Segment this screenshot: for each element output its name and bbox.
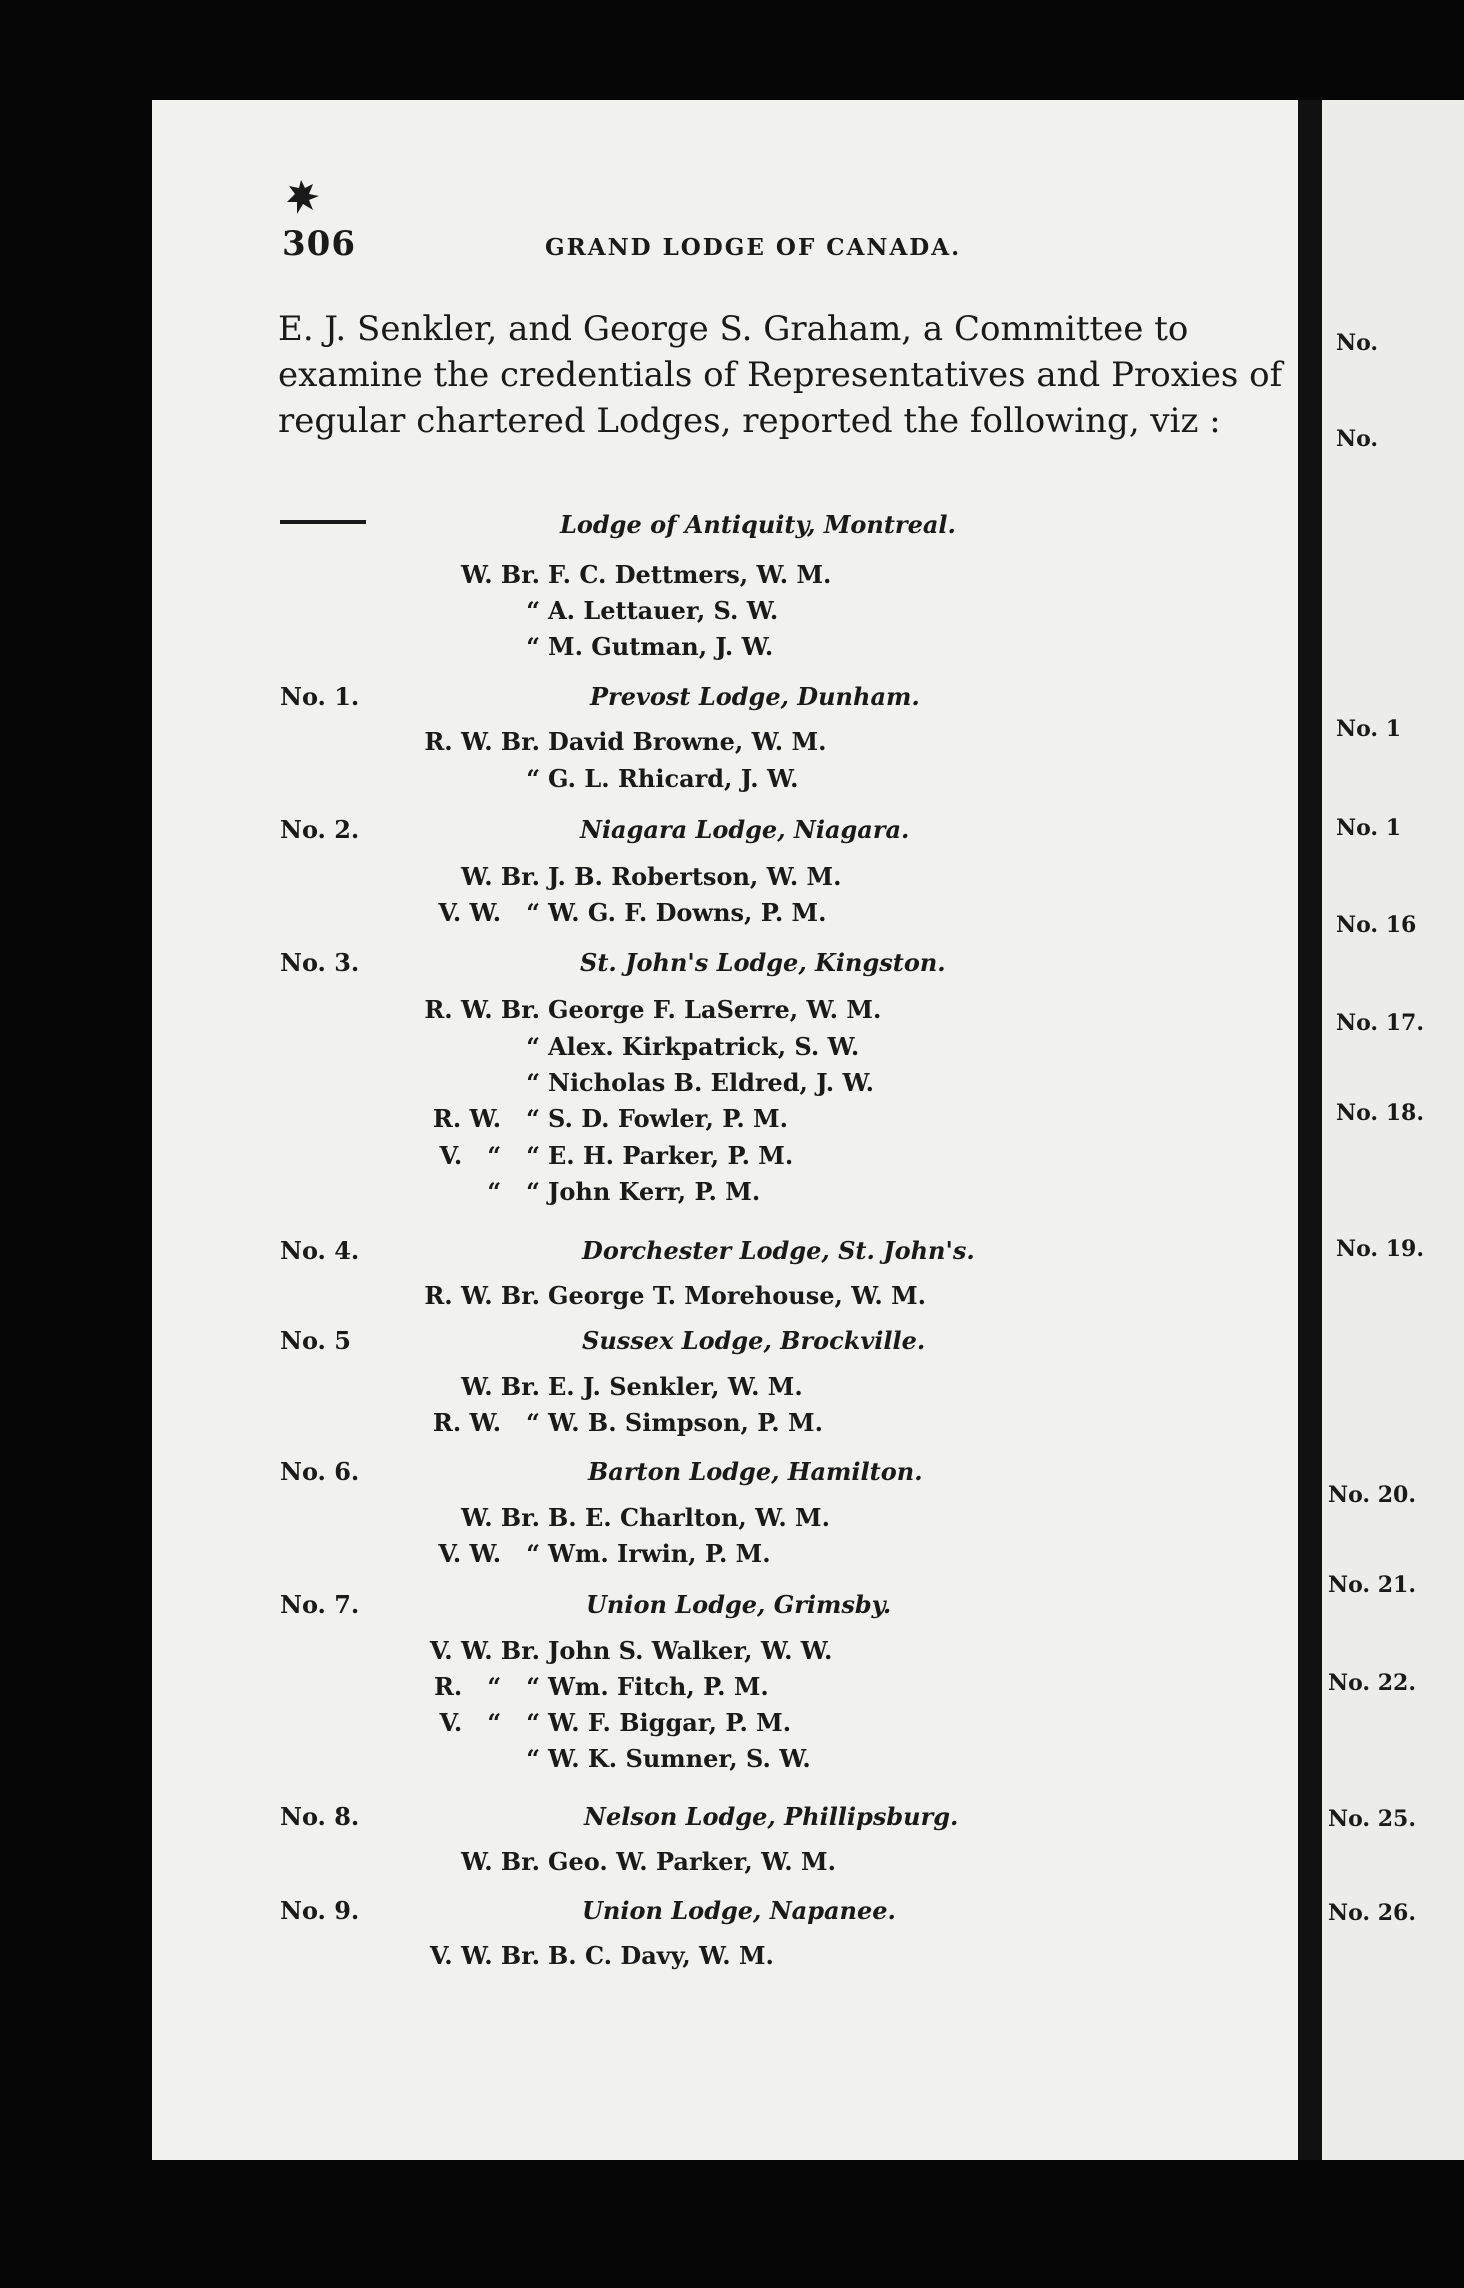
officer-rank: W. Br.: [460, 862, 540, 891]
officer-name: B. C. Davy, W. M.: [548, 1941, 774, 1970]
officer-name: B. E. Charlton, W. M.: [548, 1503, 830, 1532]
officer-rank: W. Br.: [460, 1847, 540, 1876]
printer-ornament-icon: [283, 178, 323, 222]
facing-page-label: No.: [1336, 330, 1379, 356]
officer-rank: “: [526, 632, 540, 661]
officer-name: John Kerr, P. M.: [548, 1177, 761, 1206]
officer-rank: V. W. “: [438, 898, 540, 927]
intro-line-3: regular chartered Lodges, reported the following, viz :: [278, 401, 1221, 441]
officer-rank: V. W. Br.: [429, 1941, 540, 1970]
facing-page-label: No. 1: [1336, 815, 1402, 841]
officer-rank: R. W. Br.: [424, 1281, 540, 1310]
intro-line-2: examine the credentials of Representatives and Proxies of: [278, 355, 1283, 395]
officer-rank: “: [526, 1744, 540, 1773]
officer-rank: W. Br.: [460, 560, 540, 589]
officer-rank: V. “ “: [439, 1708, 540, 1737]
facing-page-label: No. 1: [1336, 716, 1402, 742]
officer-name: E. J. Senkler, W. M.: [548, 1372, 803, 1401]
book-gutter: [1298, 100, 1322, 2160]
officer-rank: R. W. “: [432, 1104, 540, 1133]
page-number: 306: [282, 224, 356, 264]
officer-rank: V. W. “: [438, 1539, 540, 1568]
officer-name: Geo. W. Parker, W. M.: [548, 1847, 836, 1876]
facing-page-label: No.: [1336, 426, 1379, 452]
section-rule: [280, 520, 366, 524]
officer-rank: R. W. Br.: [424, 995, 540, 1024]
officer-rank: R. “ “: [433, 1672, 540, 1701]
lodge-number: No. 9.: [280, 1896, 360, 1925]
lodge-name: Lodge of Antiquity, Montreal.: [560, 510, 956, 539]
officer-name: Nicholas B. Eldred, J. W.: [548, 1068, 875, 1097]
lodge-number: No. 6.: [280, 1457, 360, 1486]
officer-name: Wm. Fitch, P. M.: [548, 1672, 769, 1701]
lodge-number: No. 5: [280, 1326, 351, 1355]
officer-name: E. H. Parker, P. M.: [548, 1141, 794, 1170]
officer-rank: “: [526, 1032, 540, 1061]
facing-page-label: No. 22.: [1328, 1670, 1416, 1696]
facing-page-label: No. 17.: [1336, 1010, 1424, 1036]
officer-name: W. K. Sumner, S. W.: [548, 1744, 811, 1773]
facing-page-label: No. 25.: [1328, 1806, 1416, 1832]
officer-name: John S. Walker, W. W.: [548, 1636, 833, 1665]
lodge-number: No. 1.: [280, 682, 360, 711]
facing-page-label: No. 16: [1336, 912, 1417, 938]
lodge-name: St. John's Lodge, Kingston.: [580, 948, 946, 977]
facing-page-label: No. 19.: [1336, 1236, 1424, 1262]
lodge-number: No. 8.: [280, 1802, 360, 1831]
officer-rank: “: [526, 764, 540, 793]
lodge-name: Sussex Lodge, Brockville.: [582, 1326, 926, 1355]
officer-name: W. B. Simpson, P. M.: [548, 1408, 823, 1437]
officer-rank: R. W. Br.: [424, 727, 540, 756]
lodge-name: Niagara Lodge, Niagara.: [580, 815, 910, 844]
facing-page-label: No. 18.: [1336, 1100, 1424, 1126]
officer-rank: “ “: [487, 1177, 540, 1206]
officer-rank: “: [526, 1068, 540, 1097]
officer-name: S. D. Fowler, P. M.: [548, 1104, 788, 1133]
officer-name: F. C. Dettmers, W. M.: [548, 560, 832, 589]
facing-page-label: No. 26.: [1328, 1900, 1416, 1926]
officer-rank: W. Br.: [460, 1372, 540, 1401]
officer-rank: R. W. “: [432, 1408, 540, 1437]
intro-line-1: E. J. Senkler, and George S. Graham, a Committee to: [278, 309, 1189, 349]
lodge-name: Union Lodge, Napanee.: [582, 1896, 896, 1925]
lodge-name: Nelson Lodge, Phillipsburg.: [584, 1802, 959, 1831]
lodge-name: Union Lodge, Grimsby.: [586, 1590, 892, 1619]
running-title: GRAND LODGE OF CANADA.: [545, 234, 962, 261]
officer-name: Alex. Kirkpatrick, S. W.: [548, 1032, 860, 1061]
lodge-name: Barton Lodge, Hamilton.: [588, 1457, 923, 1486]
officer-name: George T. Morehouse, W. M.: [548, 1281, 927, 1310]
officer-rank: V. W. Br.: [429, 1636, 540, 1665]
officer-name: Wm. Irwin, P. M.: [548, 1539, 771, 1568]
lodge-number: No. 2.: [280, 815, 360, 844]
officer-rank: “: [526, 596, 540, 625]
lodge-number: No. 7.: [280, 1590, 360, 1619]
facing-page: [1322, 100, 1464, 2160]
officer-name: W. G. F. Downs, P. M.: [548, 898, 827, 927]
officer-name: M. Gutman, J. W.: [548, 632, 774, 661]
officer-name: G. L. Rhicard, J. W.: [548, 764, 799, 793]
lodge-number: No. 3.: [280, 948, 360, 977]
officer-name: A. Lettauer, S. W.: [548, 596, 779, 625]
officer-rank: V. “ “: [439, 1141, 540, 1170]
officer-name: George F. LaSerre, W. M.: [548, 995, 882, 1024]
officer-name: David Browne, W. M.: [548, 727, 827, 756]
officer-name: W. F. Biggar, P. M.: [548, 1708, 792, 1737]
lodge-name: Dorchester Lodge, St. John's.: [582, 1236, 975, 1265]
facing-page-label: No. 21.: [1328, 1572, 1416, 1598]
lodge-name: Prevost Lodge, Dunham.: [590, 682, 920, 711]
officer-rank: W. Br.: [460, 1503, 540, 1532]
lodge-number: No. 4.: [280, 1236, 360, 1265]
facing-page-label: No. 20.: [1328, 1482, 1416, 1508]
officer-name: J. B. Robertson, W. M.: [548, 862, 842, 891]
